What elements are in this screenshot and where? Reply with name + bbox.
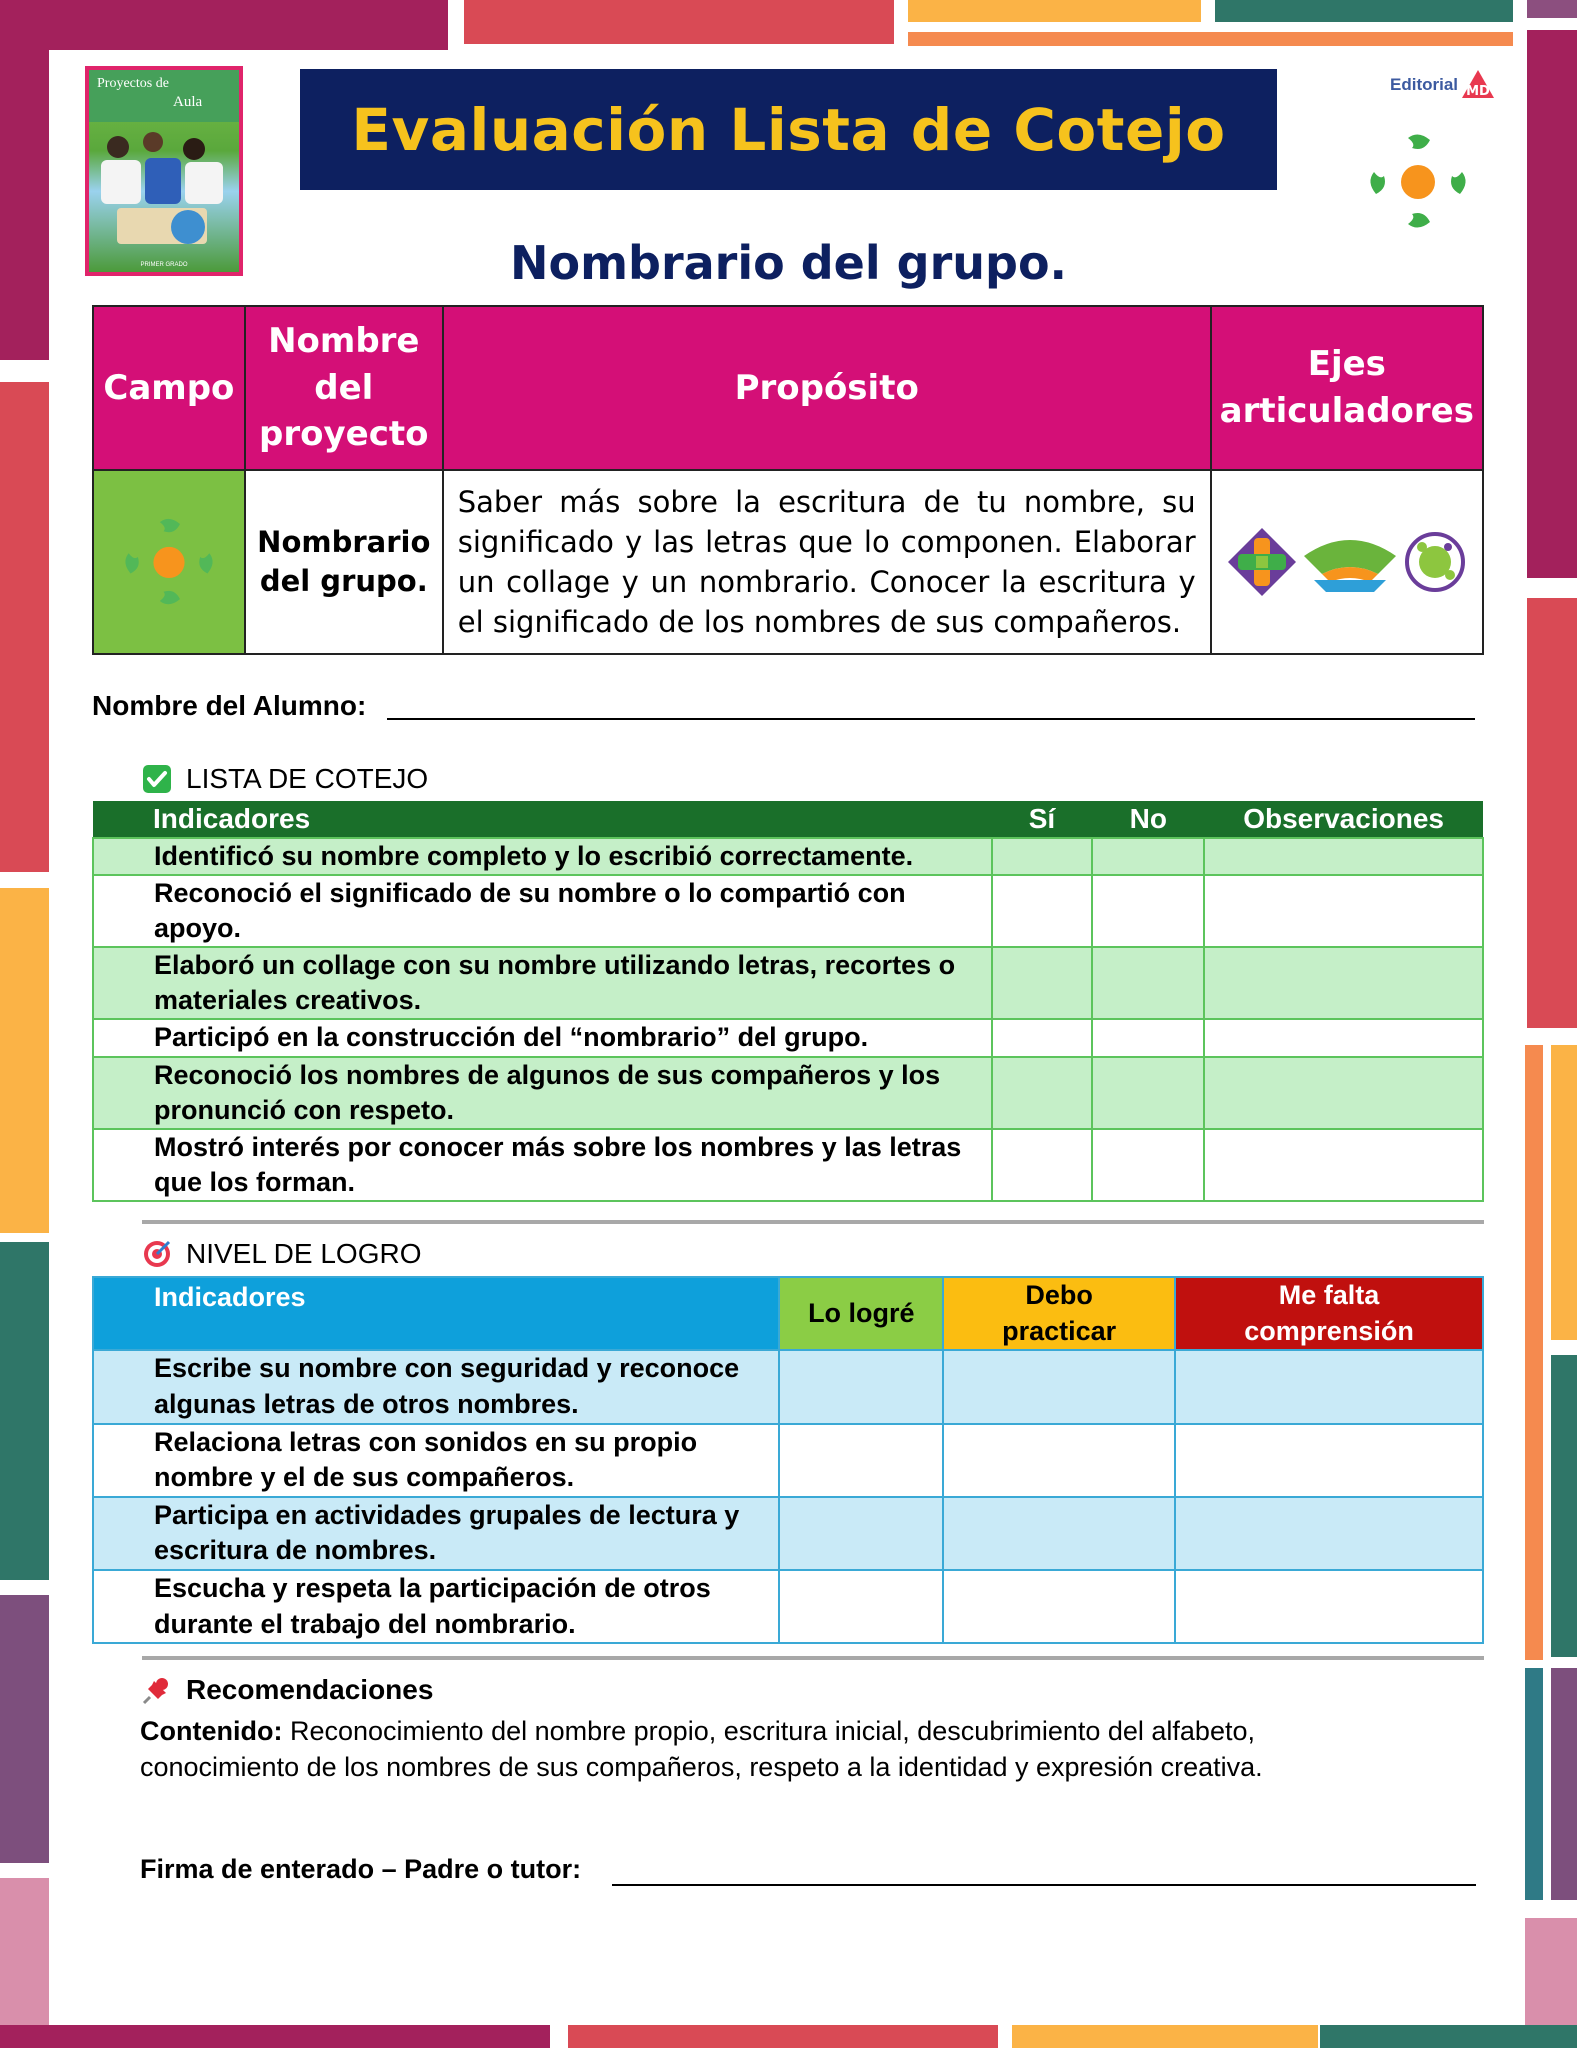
debo-practicar-cell[interactable] — [943, 1497, 1175, 1570]
observaciones-cell[interactable] — [1204, 1019, 1483, 1056]
observaciones-cell[interactable] — [1204, 875, 1483, 947]
table-row — [93, 838, 1483, 875]
brand-name: Editorial — [1390, 75, 1459, 94]
checklist-heading — [142, 763, 428, 795]
no-cell[interactable] — [1092, 875, 1204, 947]
debo-practicar-cell[interactable] — [943, 1570, 1175, 1643]
signature-label: Firma de enterado – Padre o tutor: — [140, 1854, 582, 1884]
project-purpose: Saber más sobre la escritura de tu nombre, su significado y las letras que lo componen. Elaborar un collage y un nombrario. Conocer la escritura y el significado de los nombres de sus compañeros. — [443, 470, 1211, 654]
header-nombre: Nombre del proyecto — [245, 306, 443, 470]
table-row — [93, 1129, 1483, 1201]
header-me-falta: Me falta comprensión — [1175, 1277, 1483, 1350]
table-row — [93, 875, 1483, 947]
table-row — [93, 1019, 1483, 1056]
project-table-header — [93, 306, 1483, 470]
observaciones-cell[interactable] — [1204, 838, 1483, 875]
no-cell[interactable] — [1092, 1057, 1204, 1129]
indicator: Escribe su nombre con seguridad y reconoce algunas letras de otros nombres. — [93, 1350, 779, 1423]
table-row — [93, 1350, 1483, 1423]
observaciones-cell[interactable] — [1204, 1129, 1483, 1201]
cover-illustration — [97, 130, 231, 250]
table-row — [93, 1570, 1483, 1643]
me-falta-cell[interactable] — [1175, 1350, 1483, 1423]
cover-title: Proyectos de — [97, 76, 169, 91]
indicator: Reconoció los nombres de algunos de sus compañeros y los pronunció con respeto. — [93, 1057, 992, 1129]
logro-title: NIVEL DE LOGRO — [186, 1238, 422, 1269]
student-name-field[interactable] — [387, 718, 1475, 720]
recommendations-heading — [142, 1674, 433, 1706]
me-falta-cell[interactable] — [1175, 1424, 1483, 1497]
me-falta-cell[interactable] — [1175, 1497, 1483, 1570]
no-cell[interactable] — [1092, 947, 1204, 1019]
logro-header — [93, 1277, 1483, 1350]
cover-subtitle: Aula — [173, 94, 203, 110]
student-name-label: Nombre del Alumno: — [92, 690, 367, 721]
no-cell[interactable] — [1092, 1019, 1204, 1056]
ejes-cell — [1211, 470, 1483, 654]
campo-cell — [93, 470, 245, 654]
logro-table — [92, 1276, 1484, 1644]
title-banner — [300, 69, 1277, 190]
si-cell[interactable] — [992, 1129, 1093, 1201]
indicator: Participa en actividades grupales de lectura y escritura de nombres. — [93, 1497, 779, 1570]
section-title: Nombrario del grupo. — [509, 236, 1068, 290]
header-indicadores: Indicadores — [93, 801, 992, 838]
project-table — [92, 305, 1484, 655]
table-row — [93, 947, 1483, 1019]
page-title: Evaluación Lista de Cotejo — [351, 95, 1226, 164]
table-row — [93, 1057, 1483, 1129]
si-cell[interactable] — [992, 875, 1093, 947]
debo-practicar-cell[interactable] — [943, 1350, 1175, 1423]
contenido-text: Reconocimiento del nombre propio, escritura inicial, descubrimiento del alfabeto, conocimiento de los nombres de sus compañeros, respeto a la identidad y expresión creativa. — [140, 1716, 1263, 1782]
indicator: Mostró interés por conocer más sobre los nombres y las letras que los forman. — [93, 1129, 992, 1201]
indicator: Relaciona letras con sonidos en su propio nombre y el de sus compañeros. — [93, 1424, 779, 1497]
divider — [142, 1656, 1484, 1660]
divider — [142, 1220, 1484, 1224]
indicator: Participó en la construcción del “nombrario” del grupo. — [93, 1019, 992, 1056]
si-cell[interactable] — [992, 947, 1093, 1019]
table-row — [93, 1497, 1483, 1570]
brand-mark-text: MD — [1466, 84, 1490, 99]
project-table-row — [93, 470, 1483, 654]
header-observaciones: Observaciones — [1204, 801, 1483, 838]
contenido-label: Contenido: — [140, 1716, 283, 1746]
artes-icon — [1402, 529, 1468, 595]
campo-icon — [94, 507, 244, 617]
recommendations-body — [140, 1714, 1390, 1785]
pushpin-icon — [142, 1675, 172, 1705]
header-proposito: Propósito — [443, 306, 1211, 470]
header-debo-practicar: Debo practicar — [943, 1277, 1175, 1350]
lo-logre-cell[interactable] — [779, 1424, 943, 1497]
si-cell[interactable] — [992, 1019, 1093, 1056]
header-no: No — [1092, 801, 1204, 838]
header-si: Sí — [992, 801, 1093, 838]
table-row — [93, 1424, 1483, 1497]
editorial-logo — [1390, 68, 1494, 102]
header-indicadores: Indicadores — [93, 1277, 779, 1350]
observaciones-cell[interactable] — [1204, 947, 1483, 1019]
lo-logre-cell[interactable] — [779, 1350, 943, 1423]
inclusion-icon — [1226, 526, 1298, 598]
header-ejes: Ejes articuladores — [1211, 306, 1483, 470]
indicator: Elaboró un collage con su nombre utilizando letras, recortes o materiales creativos. — [93, 947, 992, 1019]
lo-logre-cell[interactable] — [779, 1497, 943, 1570]
interculturalidad-icon — [1300, 530, 1400, 594]
indicator: Escucha y respeta la participación de otros durante el trabajo del nombrario. — [93, 1570, 779, 1643]
me-falta-cell[interactable] — [1175, 1570, 1483, 1643]
checklist-header — [93, 801, 1483, 838]
campo-formativo-logo-icon — [1358, 124, 1478, 239]
indicator: Reconoció el significado de su nombre o lo compartió con apoyo. — [93, 875, 992, 947]
header-lo-logre: Lo logré — [779, 1277, 943, 1350]
checklist-table — [92, 801, 1484, 1202]
si-cell[interactable] — [992, 838, 1093, 875]
lo-logre-cell[interactable] — [779, 1570, 943, 1643]
observaciones-cell[interactable] — [1204, 1057, 1483, 1129]
logro-heading — [142, 1238, 421, 1270]
recommendations-title: Recomendaciones — [186, 1674, 434, 1705]
md-logo-icon — [1460, 68, 1494, 102]
cover-grade: PRIMER GRADO — [140, 262, 188, 268]
checklist-title: LISTA DE COTEJO — [186, 763, 429, 794]
si-cell[interactable] — [992, 1057, 1093, 1129]
target-icon — [142, 1239, 172, 1269]
indicator: Identificó su nombre completo y lo escribió correctamente. — [93, 838, 992, 875]
no-cell[interactable] — [1092, 838, 1204, 875]
debo-practicar-cell[interactable] — [943, 1424, 1175, 1497]
no-cell[interactable] — [1092, 1129, 1204, 1201]
project-name: Nombrario del grupo. — [245, 470, 443, 654]
header-campo: Campo — [93, 306, 245, 470]
check-icon — [142, 764, 172, 794]
signature-field[interactable] — [612, 1884, 1476, 1886]
